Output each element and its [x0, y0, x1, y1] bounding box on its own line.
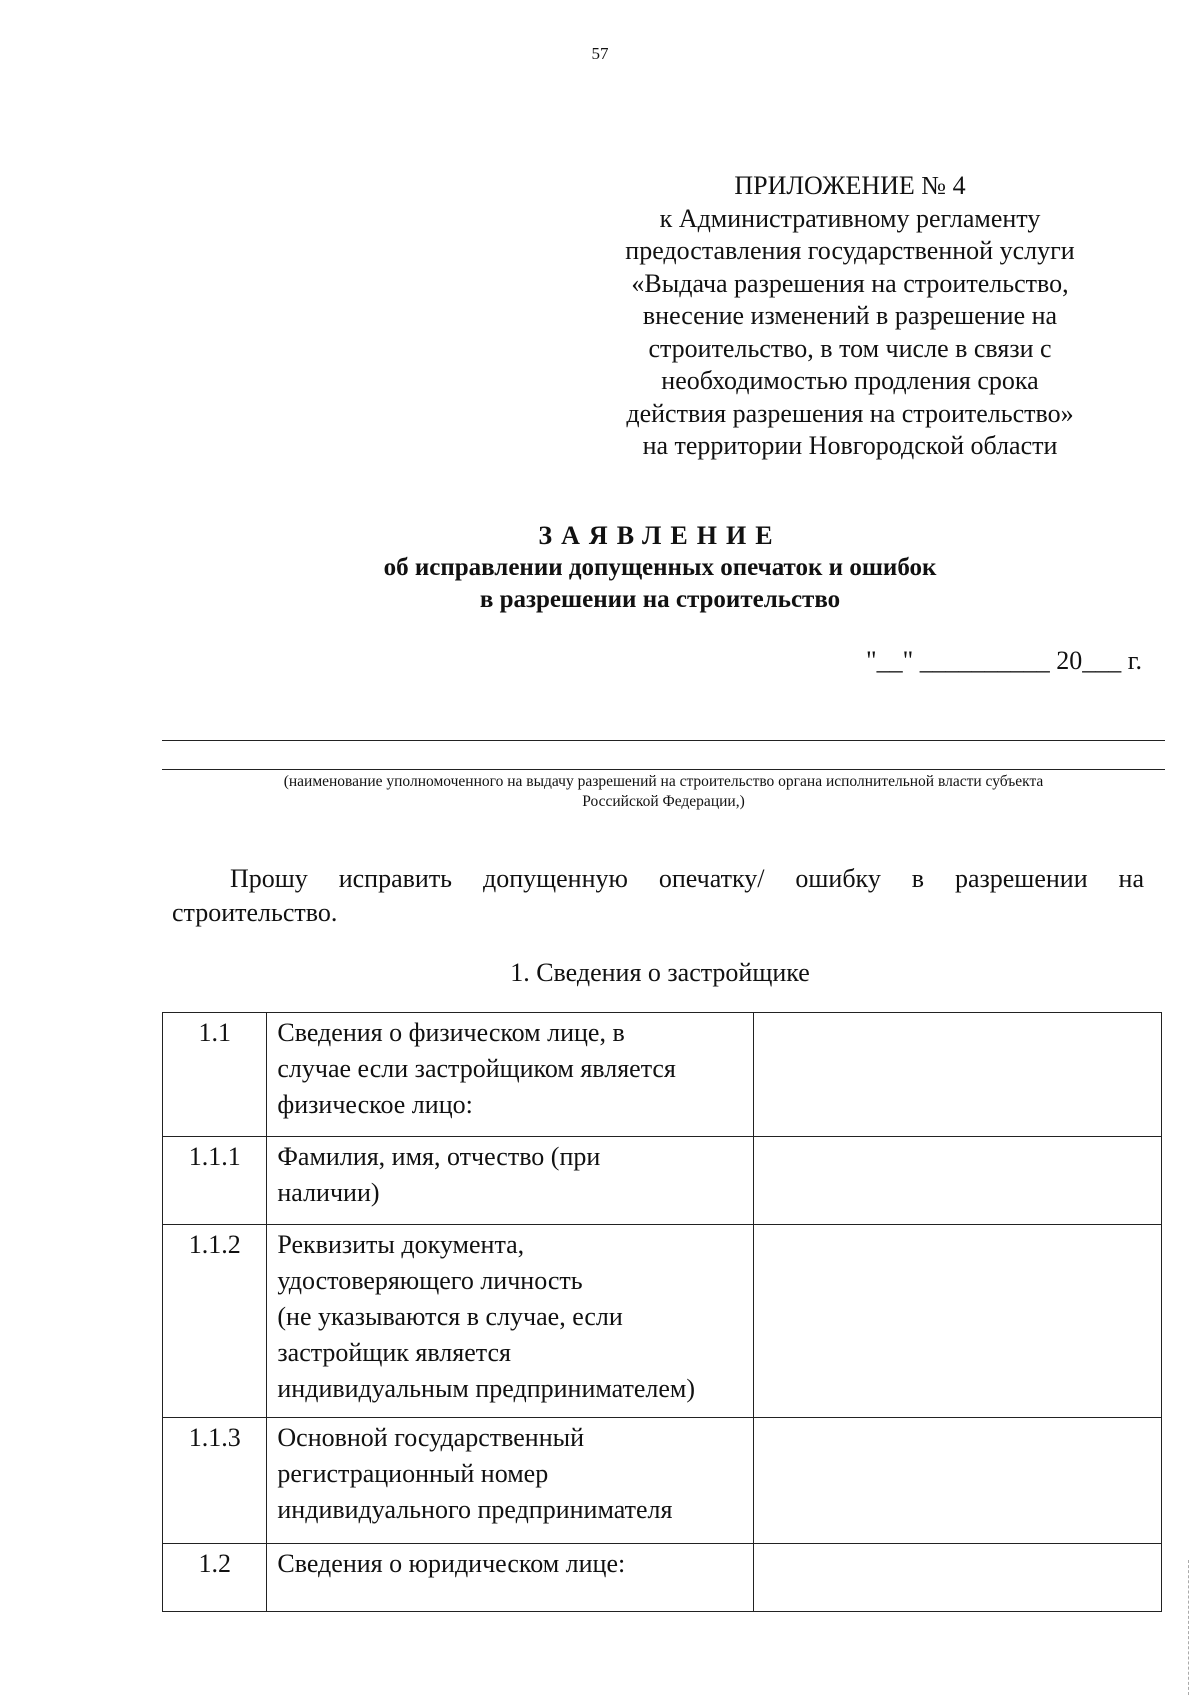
request-word: разрешении [954, 864, 1088, 893]
row-label-line: регистрационный номер [277, 1459, 549, 1488]
table-row [163, 1544, 1162, 1612]
request-line [172, 862, 1144, 896]
table-row [163, 1013, 1162, 1137]
table-row [163, 1225, 1162, 1418]
table-row [163, 1418, 1162, 1544]
developer-info-table [162, 1012, 1162, 1612]
request-word: Прошу [230, 864, 308, 893]
row-label-line: Реквизиты документа, [277, 1230, 525, 1259]
row-number: 1.1.2 [163, 1225, 267, 1418]
row-label [267, 1225, 753, 1418]
authority-caption-line: (наименование уполномоченного на выдачу разрешений на строительство органа исполнительной власти субъекта [283, 773, 1044, 790]
authority-name-line[interactable] [162, 769, 1165, 770]
row-label-line: случае если застройщиком является [277, 1054, 676, 1083]
appendix-line: необходимостью продления срока [661, 366, 1039, 395]
row-label-line: Сведения о физическом лице, в [277, 1018, 625, 1047]
appendix-line: на территории Новгородской области [642, 431, 1058, 460]
appendix-line: действия разрешения на строительство» [626, 398, 1074, 428]
request-word: в [911, 864, 925, 893]
scan-edge-mark [1188, 1560, 1189, 1695]
row-label-line: Фамилия, имя, отчество (при [277, 1142, 601, 1171]
row-value-cell[interactable] [753, 1225, 1161, 1418]
row-label [267, 1137, 753, 1225]
row-label-line: Основной государственный [277, 1423, 584, 1452]
row-value-cell[interactable] [753, 1013, 1161, 1137]
row-label-line: удостоверяющего личность [277, 1266, 583, 1295]
row-label-line: Сведения о юридическом лице: [277, 1549, 626, 1578]
appendix-line: к Административному регламенту [659, 203, 1041, 233]
request-word: опечатку/ [658, 864, 765, 893]
row-value-cell[interactable] [753, 1137, 1161, 1225]
row-label [267, 1544, 753, 1612]
appendix-line: «Выдача разрешения на строительство, [631, 268, 1069, 298]
row-value-cell[interactable] [753, 1418, 1161, 1544]
section-title: 1. Сведения о застройщике [510, 958, 810, 987]
authority-caption [162, 772, 1165, 812]
date-field[interactable]: "__" __________ 20___ г. [866, 646, 1142, 675]
row-number: 1.1.3 [163, 1418, 267, 1544]
authority-name-line[interactable] [162, 740, 1165, 741]
row-label-line: (не указываются в случае, если [277, 1302, 623, 1331]
document-subtitle-line: об исправлении допущенных опечаток и ошибок [383, 554, 937, 581]
page-number: 57 [591, 44, 609, 63]
appendix-line: строительство, в том числе в связи с [648, 333, 1052, 363]
document-title-block [0, 520, 1200, 616]
row-number: 1.2 [163, 1544, 267, 1612]
request-word: допущенную [482, 864, 628, 893]
request-word: ошибку [795, 864, 881, 893]
request-paragraph [172, 862, 1144, 930]
appendix-header [620, 170, 1080, 463]
authority-caption-line: Российской Федерации,) [582, 793, 745, 810]
appendix-line: внесение изменений в разрешение на [642, 301, 1058, 330]
row-label-line: наличии) [277, 1178, 380, 1207]
row-label-line: индивидуальным предпринимателем) [277, 1374, 696, 1403]
row-label-line: физическое лицо: [277, 1090, 473, 1119]
request-line: строительство. [172, 898, 338, 927]
row-label [267, 1013, 753, 1137]
row-label-line: индивидуального предпринимателя [277, 1495, 673, 1524]
document-subtitle-line: в разрешении на строительство [479, 586, 841, 613]
row-label-line: застройщик является [277, 1338, 511, 1367]
request-word: на [1118, 864, 1144, 893]
table-row [163, 1137, 1162, 1225]
row-value-cell[interactable] [753, 1544, 1161, 1612]
row-label [267, 1418, 753, 1544]
row-number: 1.1.1 [163, 1137, 267, 1225]
row-number: 1.1 [163, 1013, 267, 1137]
request-word: исправить [338, 864, 453, 893]
appendix-line: предоставления государственной услуги [625, 236, 1075, 265]
appendix-line: ПРИЛОЖЕНИЕ № 4 [734, 171, 966, 200]
document-title: ЗАЯВЛЕНИЕ [538, 521, 782, 550]
